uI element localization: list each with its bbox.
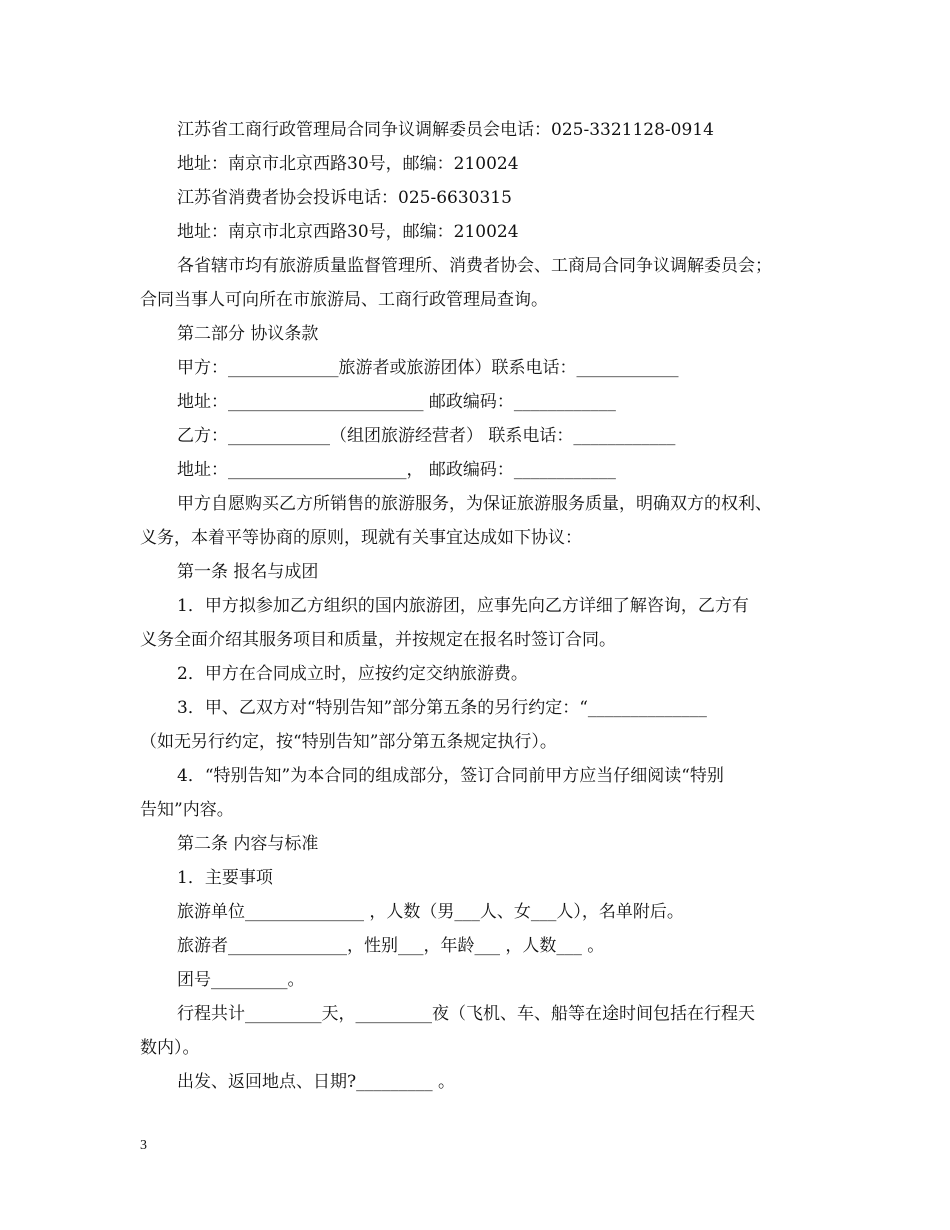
- form-line: 出发、返回地点、日期?_________ 。: [177, 1072, 456, 1092]
- article-heading: 第一条 报名与成团: [177, 562, 319, 582]
- article-heading: 第二条 内容与标准: [177, 834, 319, 854]
- form-line: 乙方：____________（组团旅游经营者） 联系电话：____________: [177, 426, 676, 446]
- form-line: 团号_________。: [177, 970, 305, 990]
- text-line: 甲方自愿购买乙方所销售的旅游服务，为保证旅游服务质量，明确双方的权利、: [177, 494, 772, 514]
- form-line: 旅游者______________，性别___，年龄___ ，人数___ 。: [177, 936, 605, 956]
- text-line: 各省辖市均有旅游质量监督管理所、消费者协会、工商局合同争议调解委员会；: [177, 256, 772, 276]
- text-line: 2．甲方在合同成立时，应按约定交纳旅游费。: [177, 664, 528, 684]
- text-line: 江苏省工商行政管理局合同争议调解委员会电话：025-3321128-0914: [177, 120, 714, 140]
- text-line: 地址：南京市北京西路30号，邮编：210024: [177, 222, 519, 242]
- text-line: 3．甲、乙双方对“特别告知”部分第五条的另行约定：“______________: [177, 698, 707, 718]
- form-line: 旅游单位______________ ，人数（男___人、女___人），名单附后。: [177, 902, 684, 922]
- page-number: 3: [140, 1138, 147, 1153]
- text-line: （如无另行约定，按“特别告知”部分第五条规定执行）。: [140, 732, 557, 752]
- text-line: 数内）。: [140, 1038, 200, 1058]
- form-line: 地址：_____________________， 邮政编码：____________: [177, 460, 616, 480]
- text-line: 地址：南京市北京西路30号，邮编：210024: [177, 154, 519, 174]
- text-line: 江苏省消费者协会投诉电话：025-6630315: [177, 188, 512, 208]
- text-line: 4．“特别告知”为本合同的组成部分，签订合同前甲方应当仔细阅读“特别: [177, 766, 724, 786]
- form-line: 行程共计_________天，_________夜（飞机、车、船等在途时间包括在行程天: [177, 1004, 755, 1024]
- form-line: 甲方：_____________旅游者或旅游团体）联系电话：____________: [177, 358, 679, 378]
- text-line: 告知”内容。: [140, 800, 234, 820]
- text-line: 1．主要事项: [177, 868, 273, 888]
- form-line: 地址：_______________________ 邮政编码：____________: [177, 392, 616, 412]
- section-heading: 第二部分 协议条款: [177, 324, 319, 344]
- text-line: 合同当事人可向所在市旅游局、工商行政管理局查询。: [140, 290, 548, 310]
- text-line: 1．甲方拟参加乙方组织的国内旅游团，应事先向乙方详细了解咨询，乙方有: [177, 596, 749, 616]
- text-line: 义务全面介绍其服务项目和质量，并按规定在报名时签订合同。: [140, 630, 616, 650]
- text-line: 义务，本着平等协商的原则，现就有关事宜达成如下协议：: [140, 528, 582, 548]
